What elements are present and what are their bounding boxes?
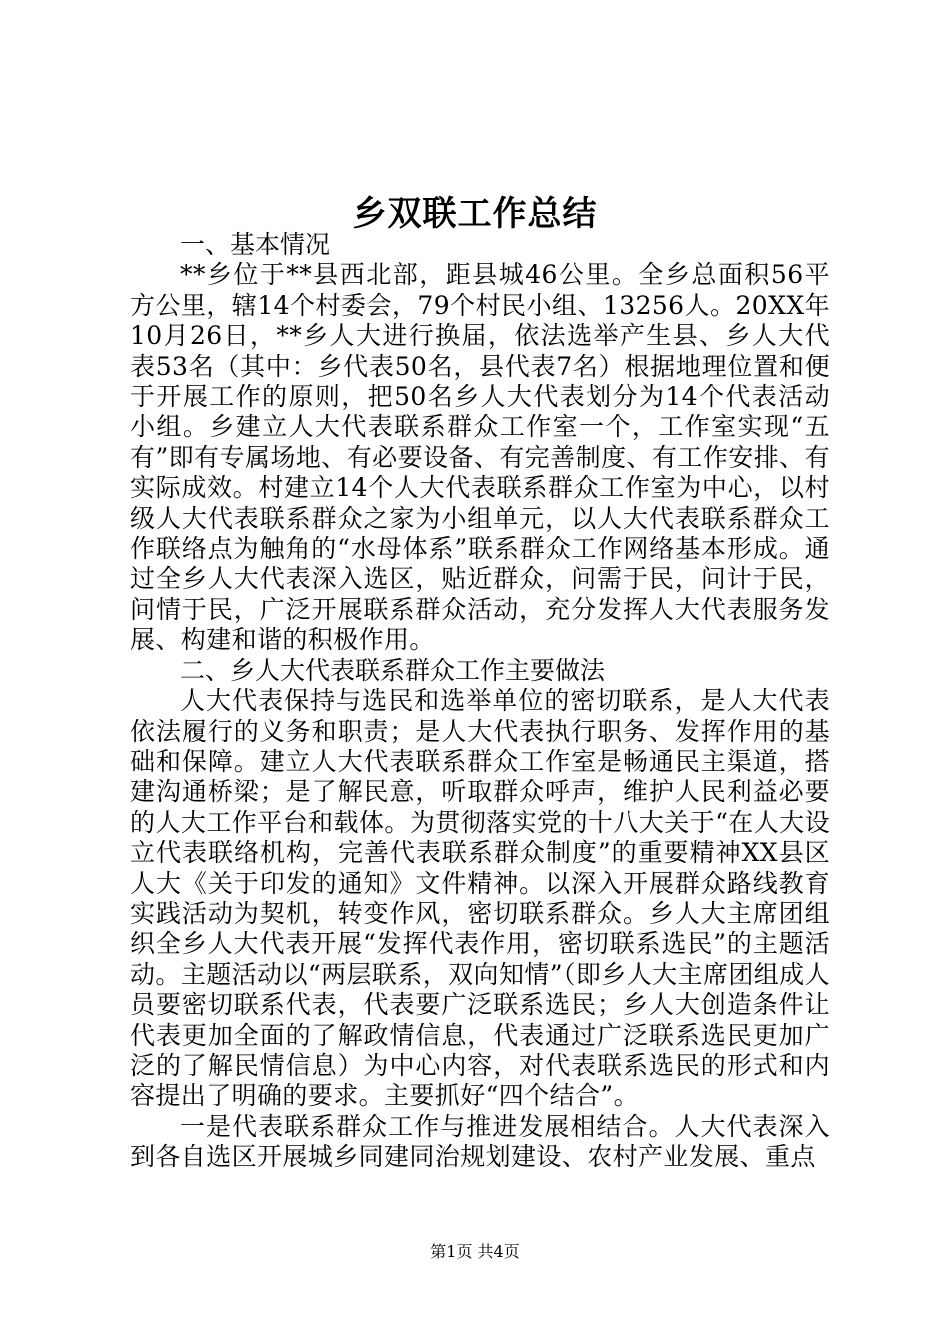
paragraph-basic-info: **乡位于**县西北部，距县城46公里。全乡总面积56平方公里，辖14个村委会，79个村民小组、13256人。20XX年10月26日，**乡人大进行换届，依法选举产生县、乡人大代表53名（其中：乡代表50名，县代表7名）根据地理位置和便于开展工作的原则，把50名乡人大代表划分为14个代表活动小组。乡建立人大代表联系群众工作室一个，工作室实现“五有”即有专属场地、有必要设备、有完善制度、有工作安排、有实际成效。村建立14个人大代表联系群众工作室为中心，以村级人大代表联系群众之家为小组单元，以人大代表联系群众工作联络点为触角的“水母体系”联系群众工作网络基本形成。通过全乡人大代表深入选区，贴近群众，问需于民，问计于民，问情于民，广泛开展联系群众活动，充分发挥人大代表服务发展、构建和谐的积极作用。 [130,260,830,655]
document-body [130,230,830,1173]
paragraph-methods: 人大代表保持与选民和选举单位的密切联系，是人大代表依法履行的义务和职责；是人大代表执行职务、发挥作用的基础和保障。建立人大代表联系群众工作室是畅通民主渠道，搭建沟通桥梁；是了解民意，听取群众呼声，维护人民利益必要的人大工作平台和载体。为贯彻落实党的十八大关于“在人大设立代表联络机构，完善代表联系群众制度”的重要精神XX县区人大《关于印发的通知》文件精神。以深入开展群众路线教育实践活动为契机，转变作风，密切联系群众。乡人大主席团组织全乡人大代表开展“发挥代表作用，密切联系选民”的主题活动。主题活动以“两层联系，双向知情”（即乡人大主席团组成人员要密切联系代表，代表要广泛联系选民；乡人大创造条件让代表更加全面的了解政情信息，代表通过广泛联系选民更加广泛的了解民情信息）为中心内容，对代表联系选民的形式和内容提出了明确的要求。主要抓好“四个结合”。 [130,686,830,1111]
section-heading-methods: 二、乡人大代表联系群众工作主要做法 [180,655,606,685]
section-heading-basic: 一、基本情况 [180,230,331,259]
paragraph-combination-one: 一是代表联系群众工作与推进发展相结合。人大代表深入到各自选区开展城乡同建同治规划建设、农村产业发展、重点 [130,1111,830,1172]
document-title: 乡双联工作总结 [352,194,598,234]
page-footer: 第1页 共4页 [430,1242,520,1261]
